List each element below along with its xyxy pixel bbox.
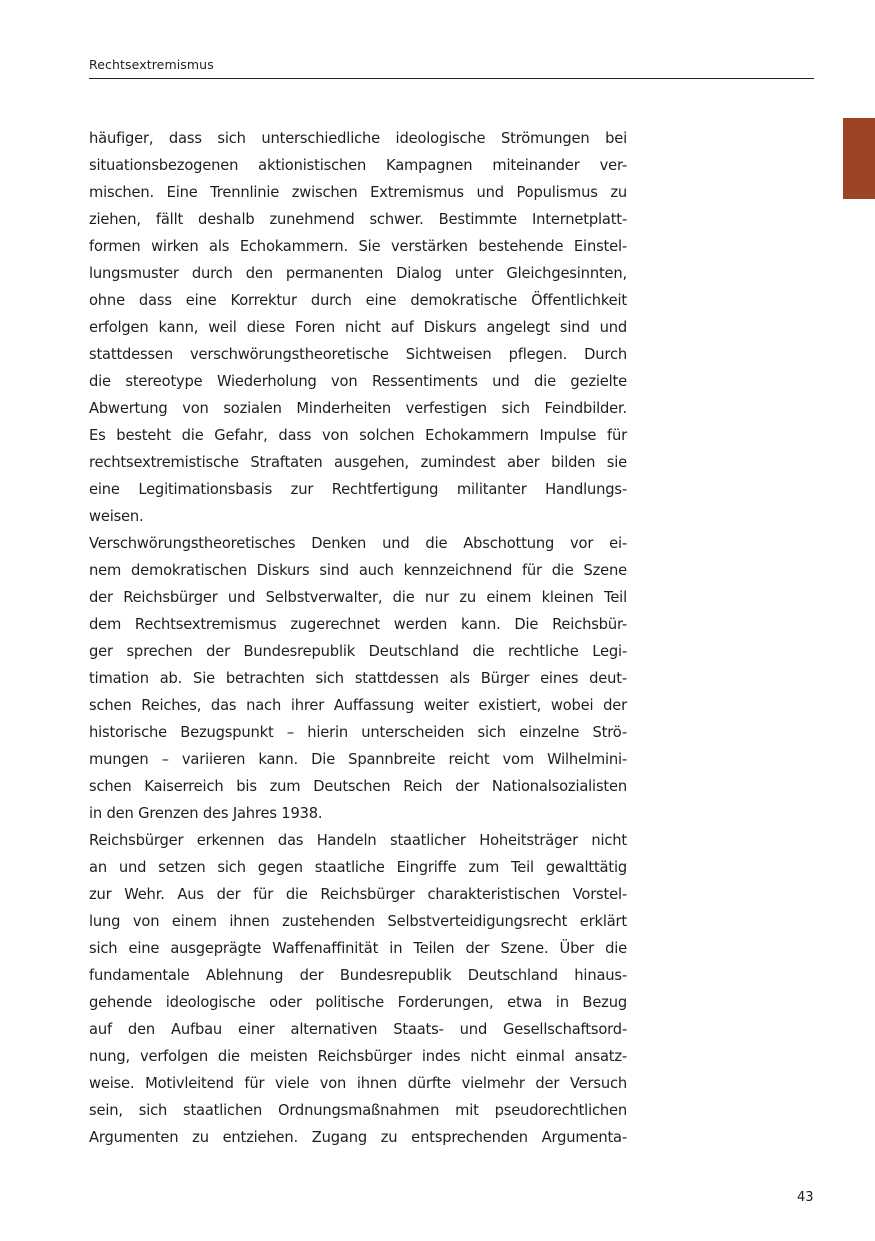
text-line: Reichsbürger erkennen das Handeln staatlicher Hoheitsträger nicht xyxy=(89,832,627,849)
text-line: nem demokratischen Diskurs sind auch kennzeichnend für die Szene xyxy=(89,562,627,579)
text-line: Abwertung von sozialen Minderheiten verfestigen sich Feindbilder. xyxy=(89,400,627,417)
text-line: mischen. Eine Trennlinie zwischen Extremismus und Populismus zu xyxy=(89,184,627,201)
text-line: stattdessen verschwörungstheoretische Sichtweisen pflegen. Durch xyxy=(89,346,627,363)
text-line: erfolgen kann, weil diese Foren nicht auf Diskurs angelegt sind und xyxy=(89,319,627,336)
text-line: eine Legitimationsbasis zur Rechtfertigung militanter Handlungs- xyxy=(89,481,627,498)
text-line: formen wirken als Echokammern. Sie verstärken bestehende Einstel- xyxy=(89,238,627,255)
text-line: schen Kaiserreich bis zum Deutschen Reich der Nationalsozialisten xyxy=(89,778,627,795)
text-line: lung von einem ihnen zustehenden Selbstverteidigungsrecht erklärt xyxy=(89,913,627,930)
text-line: in den Grenzen des Jahres 1938. xyxy=(89,805,323,822)
paragraph xyxy=(89,125,627,530)
text-line: gehende ideologische oder politische Forderungen, etwa in Bezug xyxy=(89,994,627,1011)
text-line: timation ab. Sie betrachten sich stattdessen als Bürger eines deut- xyxy=(89,670,627,687)
text-line: weise. Motivleitend für viele von ihnen dürfte vielmehr der Versuch xyxy=(89,1075,627,1092)
text-line: lungsmuster durch den permanenten Dialog unter Gleichgesinnten, xyxy=(89,265,627,282)
text-line: die stereotype Wiederholung von Ressentiments und die gezielte xyxy=(89,373,627,390)
text-line: nung, verfolgen die meisten Reichsbürger indes nicht einmal ansatz- xyxy=(89,1048,627,1065)
text-line: Es besteht die Gefahr, dass von solchen Echokammern Impulse für xyxy=(89,427,627,444)
running-header-title: Rechtsextremismus xyxy=(89,57,214,72)
text-line: an und setzen sich gegen staatliche Eingriffe zum Teil gewalttätig xyxy=(89,859,627,876)
chapter-tab-marker xyxy=(843,118,875,199)
text-line: ohne dass eine Korrektur durch eine demokratische Öffentlichkeit xyxy=(89,292,627,309)
text-line: weisen. xyxy=(89,508,144,525)
text-line: rechtsextremistische Straftaten ausgehen, zumindest aber bilden sie xyxy=(89,454,627,471)
text-line: häufiger, dass sich unterschiedliche ideologische Strömungen bei xyxy=(89,130,627,147)
text-line: Verschwörungstheoretisches Denken und die Abschottung vor ei- xyxy=(89,535,627,552)
text-line: fundamentale Ablehnung der Bundesrepublik Deutschland hinaus- xyxy=(89,967,627,984)
text-line: sein, sich staatlichen Ordnungsmaßnahmen mit pseudorechtlichen xyxy=(89,1102,627,1119)
page-number: 43 xyxy=(797,1190,814,1205)
text-line: historische Bezugspunkt – hierin unterscheiden sich einzelne Strö- xyxy=(89,724,627,741)
text-line: schen Reiches, das nach ihrer Auffassung weiter existiert, wobei der xyxy=(89,697,627,714)
text-line: auf den Aufbau einer alternativen Staats- und Gesellschaftsord- xyxy=(89,1021,627,1038)
paragraph xyxy=(89,827,627,1151)
text-line: situationsbezogenen aktionistischen Kampagnen miteinander ver- xyxy=(89,157,627,174)
text-line: ger sprechen der Bundesrepublik Deutschland die rechtliche Legi- xyxy=(89,643,627,660)
paragraph xyxy=(89,530,627,827)
text-line: dem Rechtsextremismus zugerechnet werden kann. Die Reichsbür- xyxy=(89,616,627,633)
text-line: zur Wehr. Aus der für die Reichsbürger charakteristischen Vorstel- xyxy=(89,886,627,903)
text-line: der Reichsbürger und Selbstverwalter, die nur zu einem kleinen Teil xyxy=(89,589,627,606)
text-line: mungen – variieren kann. Die Spannbreite reicht vom Wilhelmini- xyxy=(89,751,627,768)
body-text xyxy=(89,125,627,1151)
header-rule xyxy=(89,78,814,79)
text-line: ziehen, fällt deshalb zunehmend schwer. Bestimmte Internetplatt- xyxy=(89,211,627,228)
text-line: Argumenten zu entziehen. Zugang zu entsprechenden Argumenta- xyxy=(89,1129,627,1146)
text-line: sich eine ausgeprägte Waffenaffinität in Teilen der Szene. Über die xyxy=(89,940,627,957)
